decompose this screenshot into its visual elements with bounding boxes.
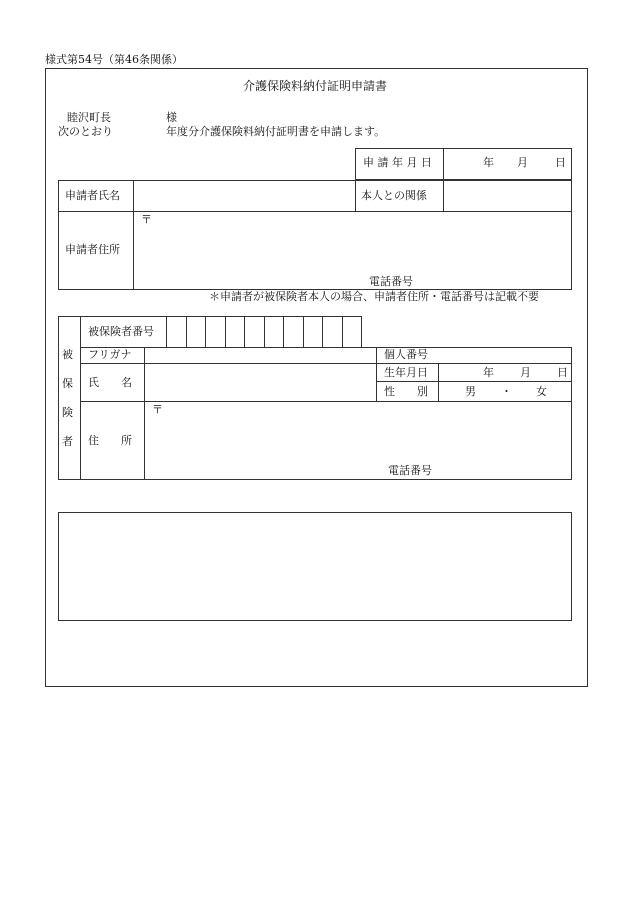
applicant-phone-field[interactable] xyxy=(420,273,570,289)
applicant-name-field[interactable] xyxy=(134,181,354,210)
insured-address-field[interactable] xyxy=(145,402,571,460)
insured-number-digit-cell[interactable] xyxy=(226,317,244,346)
date-month-unit: 月 xyxy=(517,156,528,169)
sex-option-male[interactable]: 男 xyxy=(465,385,476,398)
personal-number-label: 個人番号 xyxy=(384,348,428,361)
applicant-address-field[interactable] xyxy=(134,212,571,272)
remarks-box[interactable] xyxy=(58,512,572,621)
insured-postal-mark: 〒 xyxy=(152,403,163,416)
relation-field[interactable] xyxy=(444,181,571,210)
divider xyxy=(80,316,81,480)
form-title: 介護保険料納付証明申請書 xyxy=(242,79,387,93)
applicant-phone-label: 電話番号 xyxy=(369,275,413,288)
insured-number-digit-cell[interactable] xyxy=(167,317,185,346)
insured-name-field[interactable] xyxy=(145,364,375,400)
request-text: 年度分介護保険料納付証明書を申請します。 xyxy=(166,125,386,138)
application-date-label: 申 請 年 月 日 xyxy=(363,156,432,169)
birth-month-unit: 月 xyxy=(520,366,531,379)
postal-mark: 〒 xyxy=(141,213,152,226)
birth-day-unit: 日 xyxy=(557,366,568,379)
insured-side-char-1: 被 xyxy=(62,348,73,361)
applicant-name-label: 申請者氏名 xyxy=(65,189,120,202)
insured-address-label: 住 所 xyxy=(88,434,132,447)
insured-name-label: 氏 名 xyxy=(88,376,132,389)
furigana-field[interactable] xyxy=(145,348,375,362)
request-prefix: 次のとおり xyxy=(58,125,113,138)
insured-number-digit-cell[interactable] xyxy=(284,317,302,346)
number-cell-divider xyxy=(361,316,362,347)
divider xyxy=(355,180,356,211)
furigana-label: フリガナ xyxy=(88,348,132,361)
sex-separator: ・ xyxy=(501,385,512,398)
insured-number-digit-cell[interactable] xyxy=(187,317,205,346)
insured-number-label: 被保険者番号 xyxy=(88,325,154,338)
insured-number-digit-cell[interactable] xyxy=(265,317,283,346)
insured-phone-field[interactable] xyxy=(440,462,570,478)
insured-number-digit-cell[interactable] xyxy=(304,317,322,346)
relation-label: 本人との関係 xyxy=(361,189,427,202)
form-id: 様式第54号（第46条関係） xyxy=(45,53,183,66)
insured-number-digit-cell[interactable] xyxy=(323,317,341,346)
insured-side-char-2: 保 xyxy=(62,377,73,390)
birth-label: 生年月日 xyxy=(384,366,428,379)
divider xyxy=(376,381,572,382)
insured-side-char-3: 険 xyxy=(62,406,73,419)
birth-year-unit: 年 xyxy=(483,366,494,379)
insured-phone-label: 電話番号 xyxy=(388,464,432,477)
applicant-note: ＊申請者が被保険者本人の場合、申請者住所・電話番号は記載不要 xyxy=(209,290,539,303)
applicant-address-label: 申請者住所 xyxy=(65,243,120,256)
insured-number-digit-cell[interactable] xyxy=(245,317,263,346)
sex-label: 性 別 xyxy=(384,385,428,398)
application-date-field[interactable] xyxy=(444,149,571,179)
divider xyxy=(376,347,377,401)
date-year-unit: 年 xyxy=(483,156,494,169)
insured-side-char-4: 者 xyxy=(62,435,73,448)
divider xyxy=(58,316,59,347)
birth-date-field[interactable] xyxy=(439,364,571,380)
personal-number-field[interactable] xyxy=(440,348,571,362)
sex-option-female[interactable]: 女 xyxy=(536,385,547,398)
insured-number-digit-cell[interactable] xyxy=(206,317,224,346)
insured-number-digit-cell[interactable] xyxy=(343,317,361,346)
date-day-unit: 日 xyxy=(555,156,566,169)
addressee-honorific: 様 xyxy=(166,111,177,124)
addressee-town: 睦沢町長 xyxy=(67,111,111,124)
